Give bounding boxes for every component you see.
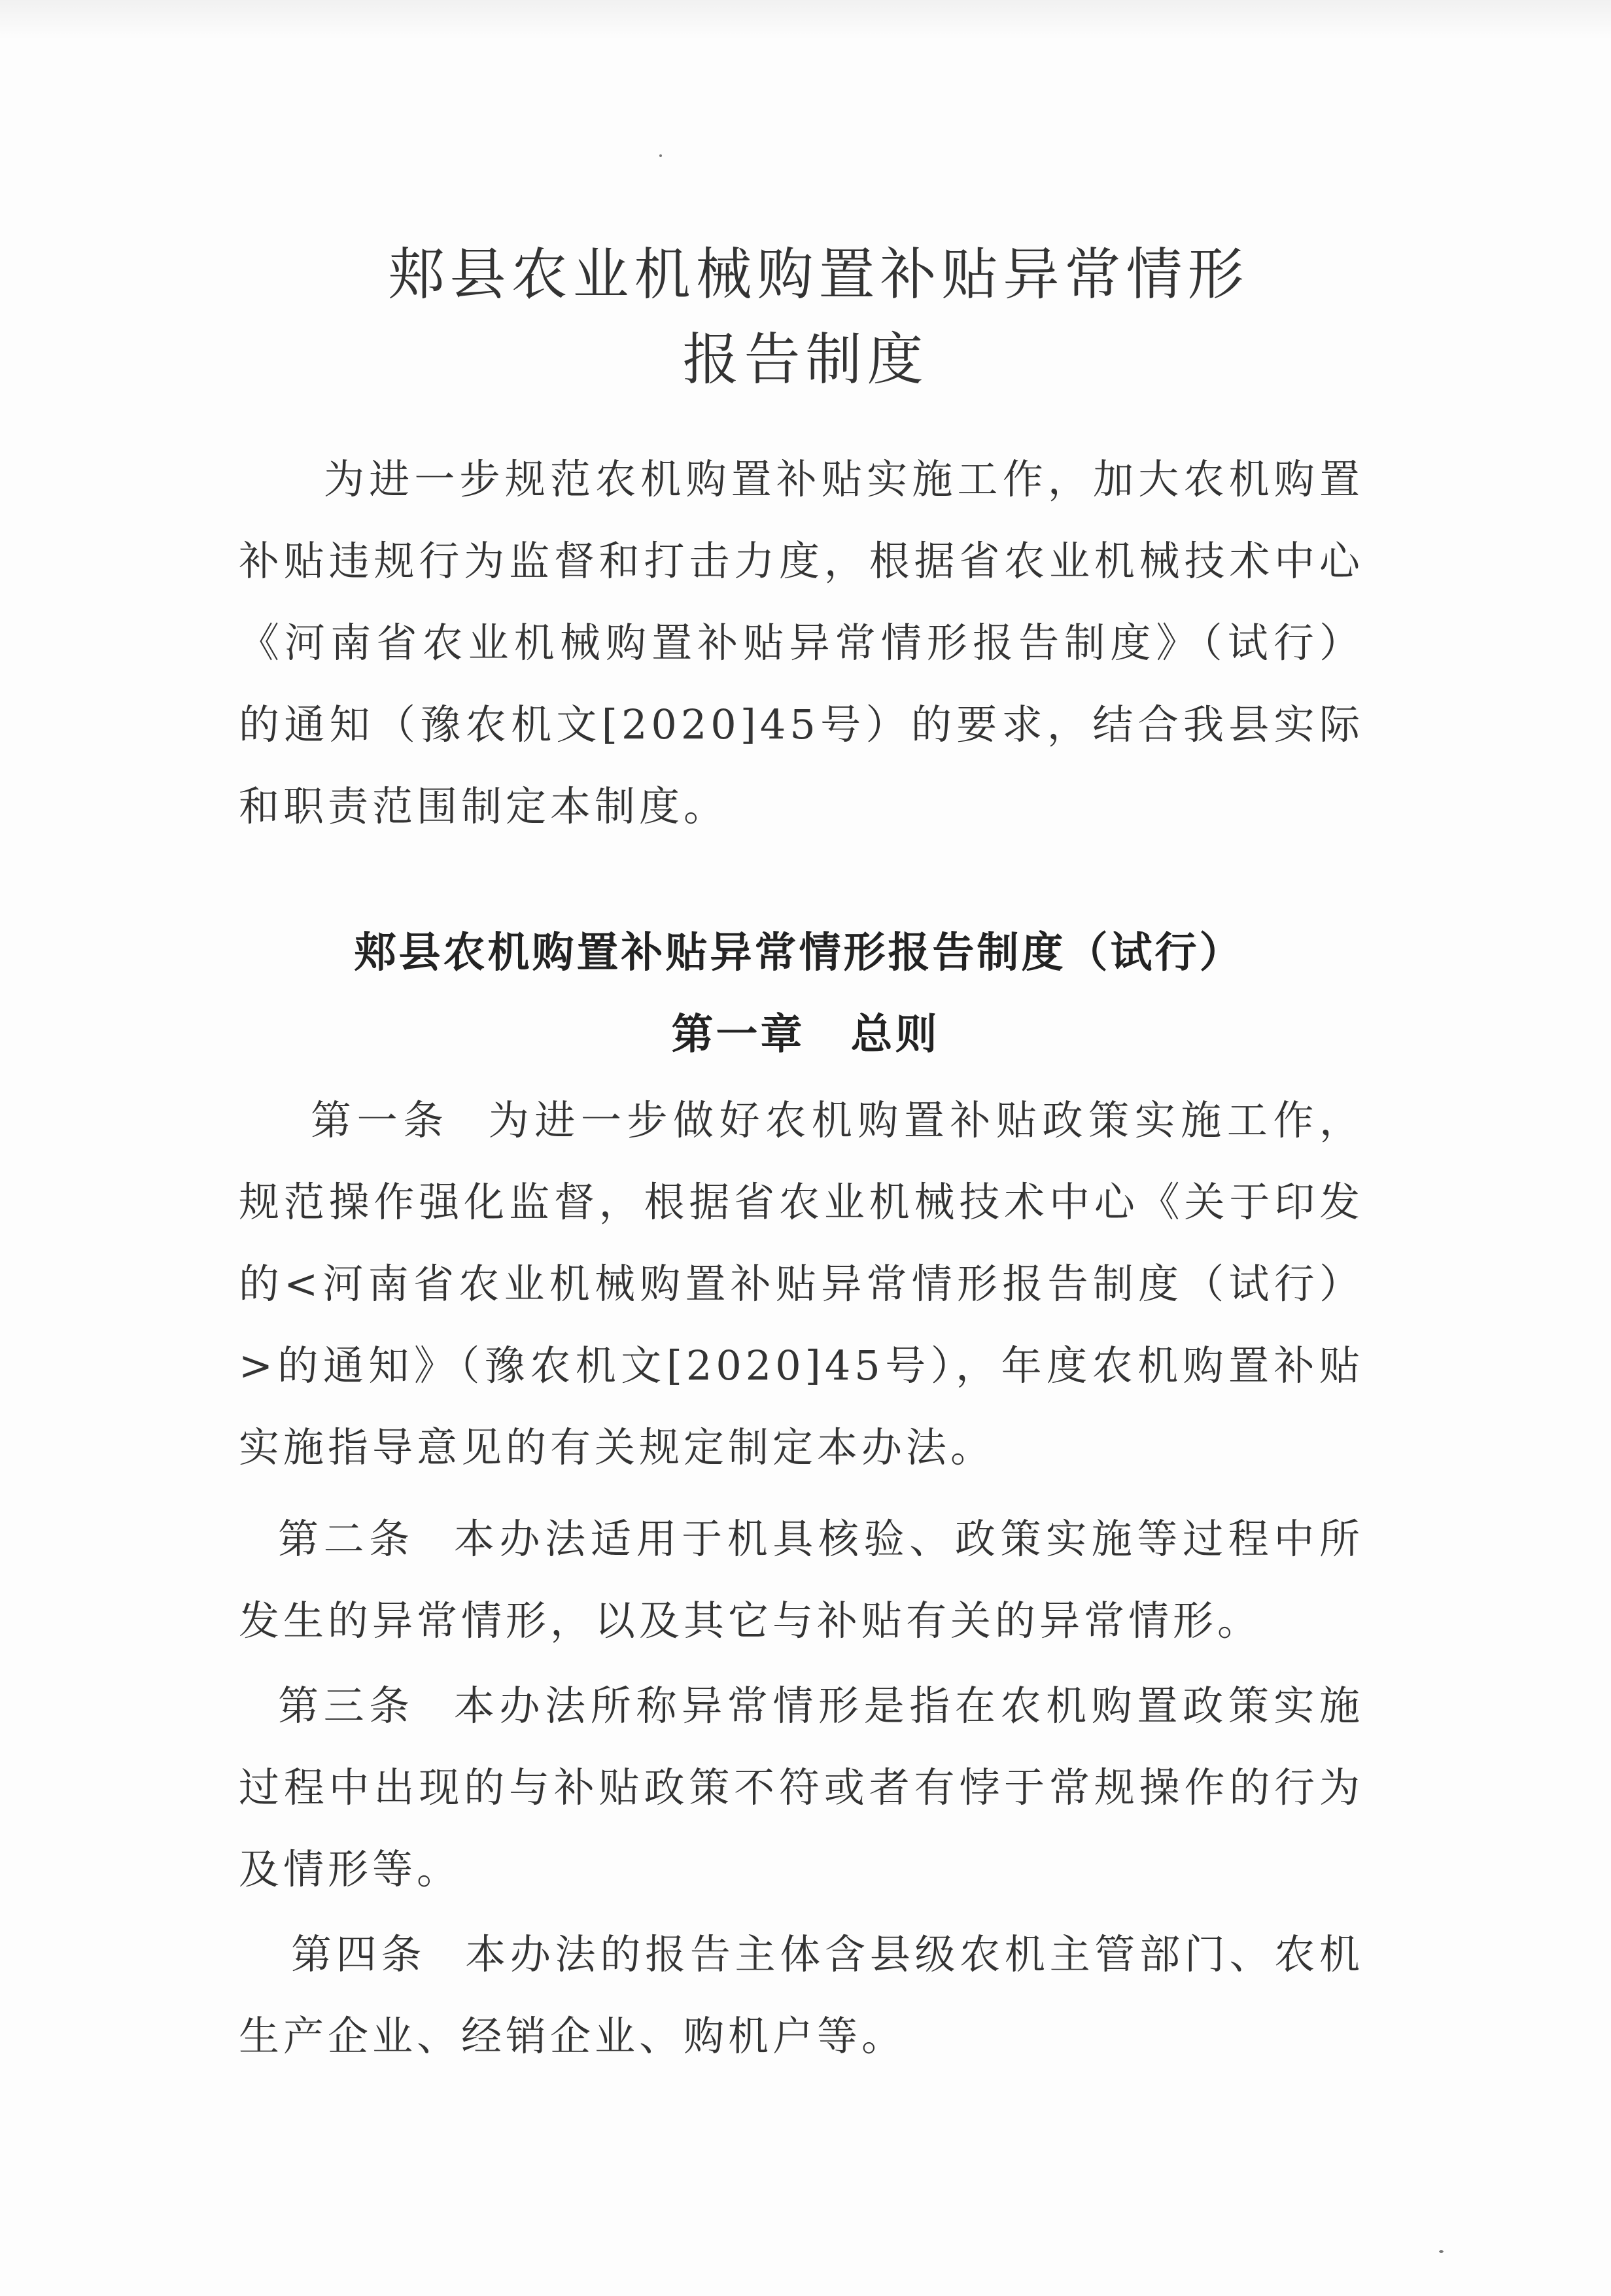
chapter-name: 总则 [850, 1011, 940, 1059]
article-text: 本办法适用于机具核验、政策实施等过程中所发生的异常情形，以及其它与补贴有关的异常情形。 [239, 1515, 1364, 1644]
article-number: 第三条 [278, 1682, 415, 1730]
article-number: 第一条 [311, 1096, 449, 1144]
article-paragraph [239, 1079, 1364, 1488]
document-title-line-1: 郏县农业机械购置补贴异常情形 [388, 242, 1249, 307]
section-title: 郏县农机购置补贴异常情形报告制度（试行） [354, 929, 1244, 977]
article-paragraph [239, 1913, 1364, 2077]
intro-paragraph: 为进一步规范农机购置补贴实施工作，加大农机购置补贴违规行为监督和打击力度，根据省农业机械技术中心《河南省农业机械购置补贴异常情形报告制度》（试行）的通知（豫农机文[2020]45号）的要求，结合我县实际和职责范围制定本制度。 [239, 455, 1364, 830]
article-text: 为进一步做好农机购置补贴政策实施工作，规范操作强化监督，根据省农业机械技术中心《关于印发的<河南省农业机械购置补贴异常情形报告制度（试行）>的通知》（豫农机文[2020]45号），年度农机购置补贴实施指导意见的有关规定制定本办法。 [239, 1096, 1364, 1471]
article-number: 第二条 [278, 1515, 415, 1563]
chapter-heading [0, 1001, 1611, 1061]
scan-speck [1439, 2250, 1444, 2253]
chapter-number: 第一章 [671, 1011, 805, 1059]
article-text: 本办法的报告主体含县级农机主管部门、农机生产企业、经销企业、购机户等。 [239, 1930, 1364, 2060]
article-text: 本办法所称异常情形是指在农机购置政策实施过程中出现的与补贴政策不符或者有悖于常规操作的行为及情形等。 [239, 1682, 1364, 1893]
document-title-line-2: 报告制度 [682, 327, 929, 392]
article-number: 第四条 [291, 1930, 426, 1978]
scan-speck [659, 154, 662, 157]
scan-edge-shadow [0, 0, 1611, 39]
article-paragraph [239, 1665, 1364, 1910]
article-paragraph [239, 1498, 1364, 1661]
